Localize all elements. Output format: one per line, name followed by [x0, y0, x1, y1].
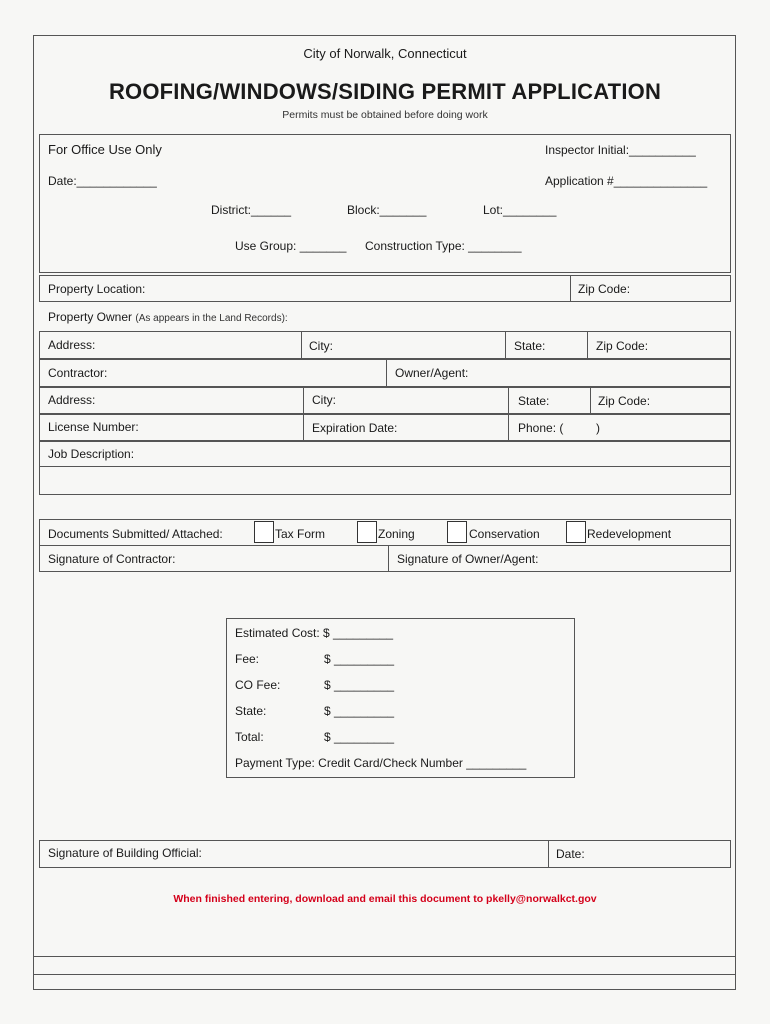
divider	[39, 466, 731, 467]
co-fee-label: CO Fee:	[235, 678, 281, 692]
construction-type-field[interactable]: Construction Type: ________	[365, 239, 522, 253]
application-number-field[interactable]: Application #______________	[545, 174, 708, 188]
expiration-date-field[interactable]: Expiration Date:	[312, 421, 398, 435]
total-amount-field[interactable]: $ _________	[324, 730, 395, 744]
footer-line	[33, 974, 736, 975]
divider	[39, 545, 731, 546]
submission-instructions: When finished entering, download and email this document to pkelly@norwalkct.gov	[173, 893, 597, 905]
owner-zip-field[interactable]: Zip Code:	[596, 339, 649, 353]
documents-label: Documents Submitted/ Attached:	[48, 527, 223, 541]
phone-field[interactable]: Phone: (	[518, 421, 564, 435]
divider	[505, 331, 506, 359]
divider	[303, 387, 304, 414]
city-heading: City of Norwalk, Connecticut	[303, 46, 467, 61]
fees-section	[226, 618, 575, 778]
contractor-state-field[interactable]: State:	[518, 394, 550, 408]
redevelopment-label: Redevelopment	[587, 527, 672, 541]
estimated-cost-field[interactable]: Estimated Cost: $ _________	[235, 626, 394, 640]
fee-label: Fee:	[235, 652, 260, 666]
owner-signature-field[interactable]: Signature of Owner/Agent:	[397, 552, 539, 566]
contractor-row	[39, 359, 731, 387]
contractor-city-field[interactable]: City:	[312, 393, 336, 407]
official-date-field[interactable]: Date:	[556, 847, 585, 861]
total-label: Total:	[235, 730, 264, 744]
block-field[interactable]: Block:_______	[347, 203, 427, 217]
divider	[508, 414, 509, 441]
office-date-field[interactable]: Date:____________	[48, 174, 157, 188]
contractor-zip-field[interactable]: Zip Code:	[598, 394, 651, 408]
divider	[548, 840, 549, 868]
owner-address-field[interactable]: Address:	[48, 338, 96, 352]
job-description-label: Job Description:	[48, 447, 135, 461]
lot-field[interactable]: Lot:________	[483, 203, 557, 217]
footer-line	[33, 956, 736, 957]
divider	[570, 275, 571, 302]
contractor-signature-field[interactable]: Signature of Contractor:	[48, 552, 176, 566]
state-fee-label: State:	[235, 704, 267, 718]
use-group-field[interactable]: Use Group: _______	[235, 239, 347, 253]
tax-form-checkbox[interactable]	[254, 521, 274, 543]
inspector-initial-field[interactable]: Inspector Initial:__________	[545, 143, 696, 157]
form-subtitle: Permits must be obtained before doing work	[282, 109, 488, 121]
owner-state-field[interactable]: State:	[514, 339, 546, 353]
phone-close-paren: )	[596, 421, 600, 435]
property-owner-note: (As appears in the Land Records):	[135, 313, 288, 324]
owner-city-field[interactable]: City:	[309, 339, 333, 353]
district-field[interactable]: District:______	[211, 203, 292, 217]
property-owner-text: Property Owner	[48, 310, 133, 324]
state-fee-amount-field[interactable]: $ _________	[324, 704, 395, 718]
redevelopment-checkbox[interactable]	[566, 521, 586, 543]
owner-agent-field[interactable]: Owner/Agent:	[395, 366, 469, 380]
co-fee-amount-field[interactable]: $ _________	[324, 678, 395, 692]
property-owner-label[interactable]	[48, 310, 288, 324]
license-number-field[interactable]: License Number:	[48, 420, 139, 434]
payment-type-field[interactable]: Payment Type: Credit Card/Check Number _________	[235, 756, 527, 770]
property-zip-field[interactable]: Zip Code:	[578, 282, 631, 296]
property-location-field[interactable]: Property Location:	[48, 282, 146, 296]
form-title: ROOFING/WINDOWS/SIDING PERMIT APPLICATION	[108, 79, 662, 104]
divider	[590, 387, 591, 414]
contractor-field[interactable]: Contractor:	[48, 366, 108, 380]
official-signature-field[interactable]: Signature of Building Official:	[48, 846, 202, 860]
job-description-area[interactable]	[39, 441, 731, 495]
conservation-checkbox[interactable]	[447, 521, 467, 543]
fee-amount-field[interactable]: $ _________	[324, 652, 395, 666]
contractor-address-field[interactable]: Address:	[48, 393, 96, 407]
divider	[508, 387, 509, 414]
divider	[301, 331, 302, 359]
divider	[388, 545, 389, 572]
zoning-checkbox[interactable]	[357, 521, 377, 543]
office-use-heading: For Office Use Only	[48, 142, 162, 157]
zoning-label: Zoning	[378, 527, 415, 541]
divider	[303, 414, 304, 441]
conservation-label: Conservation	[469, 527, 540, 541]
divider	[386, 359, 387, 387]
tax-form-label: Tax Form	[275, 527, 326, 541]
divider	[587, 331, 588, 359]
